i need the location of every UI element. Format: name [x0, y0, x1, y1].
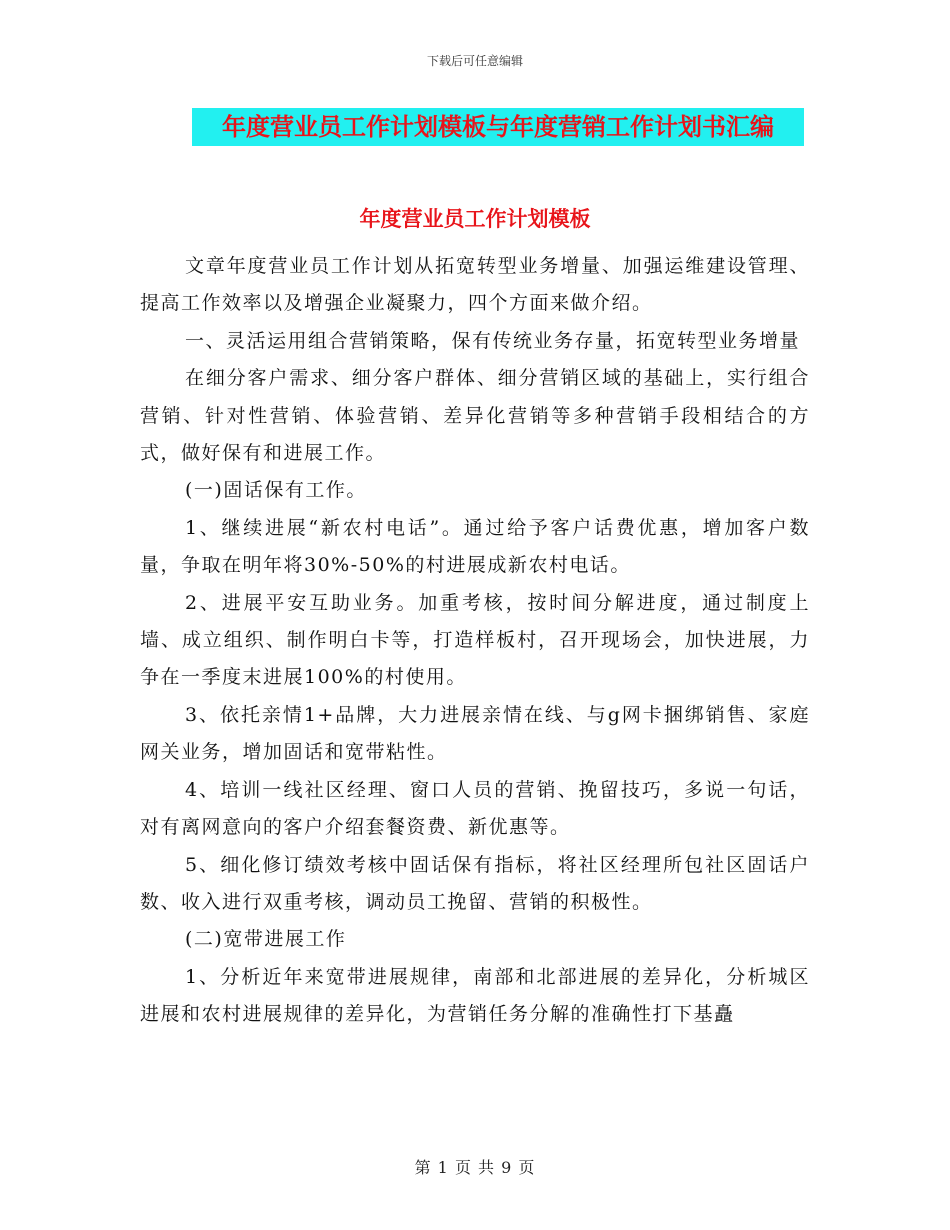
- section-title: 年度营业员工作计划模板: [359, 207, 591, 231]
- paragraph-item-5: 5、细化修订绩效考核中固话保有指标，将社区经理所包社区固话户数、收入进行双重考核，调动员工挽留、营销的积极性。: [140, 853, 810, 913]
- paragraph-intro: 文章年度营业员工作计划从拓宽转型业务增量、加强运维建设管理、提高工作效率以及增强企业凝聚力，四个方面来做介绍。: [140, 255, 810, 315]
- paragraph-strategy: 在细分客户需求、细分客户群体、细分营销区域的基础上，实行组合营销、针对性营销、体验营销、差异化营销等多种营销手段相结合的方式，做好保有和进展工作。: [140, 367, 810, 465]
- document-body: [140, 248, 810, 1034]
- header-note: 下载后可任意编辑: [426, 54, 523, 68]
- main-title: 年度营业员工作计划模板与年度营销工作计划书汇编: [222, 113, 774, 141]
- main-title-highlight: [192, 108, 804, 146]
- paragraph-item-1: 1、继续进展“新农村电话”。通过给予客户话费优惠，增加客户数量，争取在明年将30%-50%的村进展成新农村电话。: [140, 516, 810, 577]
- paragraph-subheading-2: (二)宽带进展工作: [185, 928, 347, 951]
- paragraph-subheading-1: (一)固话保有工作。: [185, 479, 367, 502]
- paragraph-item-2: 2、进展平安互助业务。加重考核，按时间分解进度，通过制度上墙、成立组织、制作明白卡等，打造样板村，召开现场会，加快进展，力争在一季度末进展100%的村使用。: [140, 591, 810, 689]
- paragraph-broadband-1: 1、分析近年来宽带进展规律，南部和北部进展的差异化，分析城区进展和农村进展规律的差异化，为营销任务分解的准确性打下基矗: [140, 965, 810, 1026]
- paragraph-item-4: 4、培训一线社区经理、窗口人员的营销、挽留技巧，多说一句话，对有离网意向的客户介绍套餐资费、新优惠等。: [140, 778, 810, 839]
- page-number: 第 1 页 共 9 页: [414, 1158, 536, 1177]
- paragraph-heading-1: 一、灵活运用组合营销策略，保有传统业务存量，拓宽转型业务增量: [185, 329, 801, 352]
- paragraph-item-3: 3、依托亲情1+品牌，大力进展亲情在线、与g网卡捆绑销售、家庭网关业务，增加固话和宽带粘性。: [140, 703, 810, 764]
